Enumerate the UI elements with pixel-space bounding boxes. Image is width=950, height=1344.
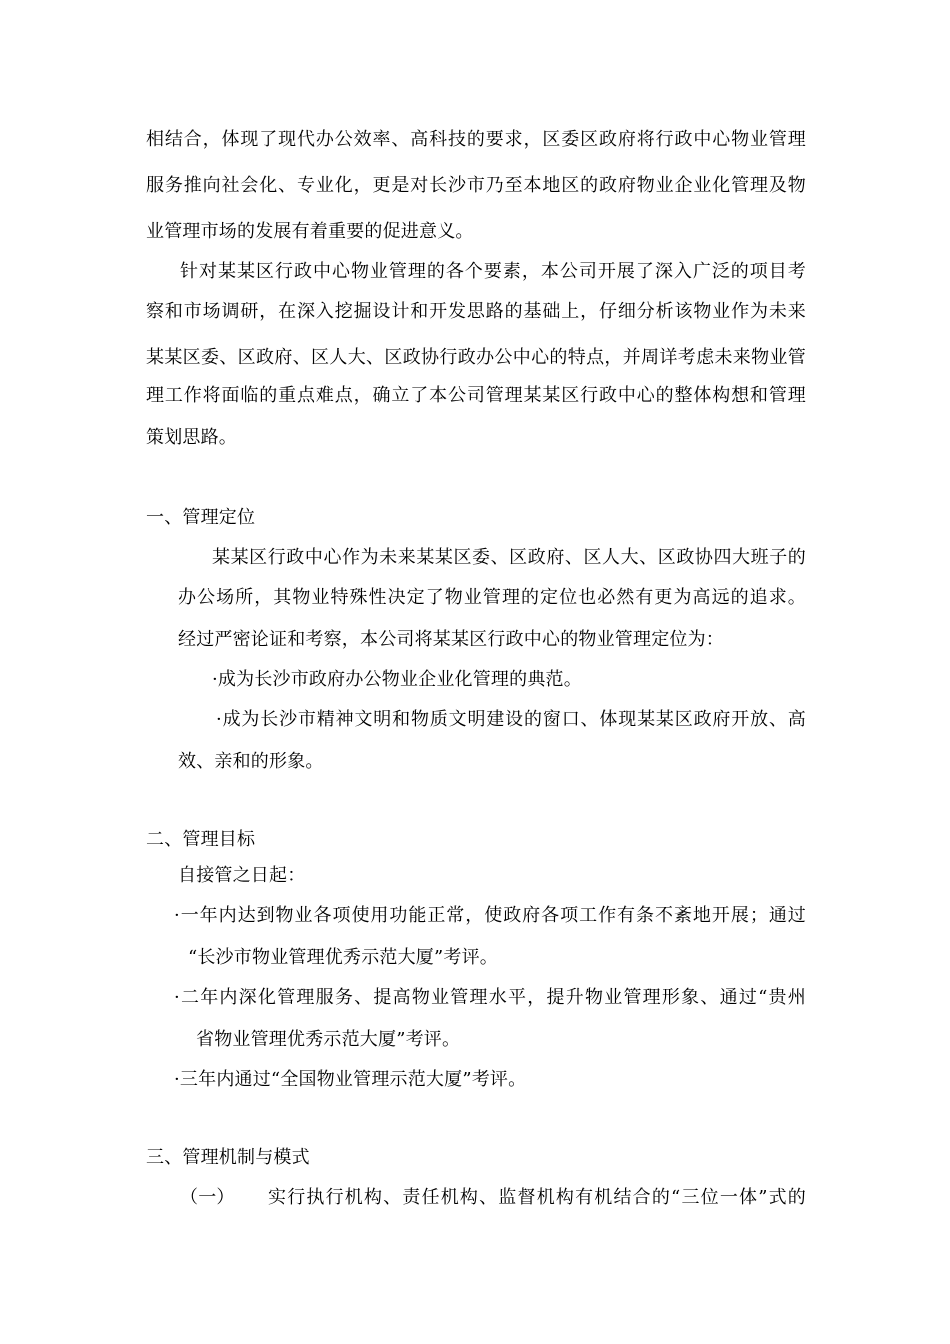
intro-p2-line-4: 理工作将面临的重点难点，确立了本公司管理某某区行政中心的整体构想和管理 xyxy=(146,385,806,406)
section-1-heading: 一、管理定位 xyxy=(146,507,256,528)
intro-p2-line-2: 察和市场调研，在深入挖掘设计和开发思路的基础上，仔细分析该物业作为未来 xyxy=(146,301,806,322)
section-1-line-3: 经过严密论证和考察，本公司将某某区行政中心的物业管理定位为： xyxy=(178,629,724,650)
intro-p2-line-1: 针对某某区行政中心物业管理的各个要素，本公司开展了深入广泛的项目考 xyxy=(180,261,806,282)
section-2-item-1-line-1: ·一年内达到物业各项使用功能正常，使政府各项工作有条不紊地开展；通过 xyxy=(174,905,806,926)
intro-p2-line-5: 策划思路。 xyxy=(146,427,237,448)
section-2-item-3: ·三年内通过“全国物业管理示范大厦”考评。 xyxy=(174,1069,527,1090)
intro-p2-line-3: 某某区委、区政府、区人大、区政协行政办公中心的特点，并周详考虑未来物业管 xyxy=(146,347,806,368)
section-2-heading: 二、管理目标 xyxy=(146,829,256,850)
section-1-line-2: 办公场所，其物业特殊性决定了物业管理的定位也必然有更为高远的追求。 xyxy=(178,587,806,608)
section-3-sub-text: 实行执行机构、责任机构、监督机构有机结合的“三位一体”式的 xyxy=(268,1187,806,1208)
intro-p1-line-3: 业管理市场的发展有着重要的促进意义。 xyxy=(146,221,474,242)
section-1-bullet-2-line-1: ·成为长沙市精神文明和物质文明建设的窗口、体现某某区政府开放、高 xyxy=(216,709,806,730)
intro-p1-line-2: 服务推向社会化、专业化，更是对长沙市乃至本地区的政府物业企业化管理及物 xyxy=(146,175,806,196)
section-2-item-2-line-2: 省物业管理优秀示范大厦”考评。 xyxy=(196,1029,461,1050)
section-3-sub-number: （一） xyxy=(180,1187,235,1208)
section-3-heading: 三、管理机制与模式 xyxy=(146,1147,310,1168)
section-2-item-2-line-1: ·二年内深化管理服务、提高物业管理水平，提升物业管理形象、通过“贵州 xyxy=(174,987,806,1008)
section-1-bullet-2-line-2: 效、亲和的形象。 xyxy=(178,751,324,772)
section-1-bullet-1: ·成为长沙市政府办公物业企业化管理的典范。 xyxy=(212,669,582,690)
section-1-line-1: 某某区行政中心作为未来某某区委、区政府、区人大、区政协四大班子的 xyxy=(212,547,806,568)
intro-p1-line-1: 相结合，体现了现代办公效率、高科技的要求，区委区政府将行政中心物业管理 xyxy=(146,129,806,150)
section-2-item-1-line-2: “长沙市物业管理优秀示范大厦”考评。 xyxy=(188,947,499,968)
section-2-intro: 自接管之日起： xyxy=(178,865,306,886)
